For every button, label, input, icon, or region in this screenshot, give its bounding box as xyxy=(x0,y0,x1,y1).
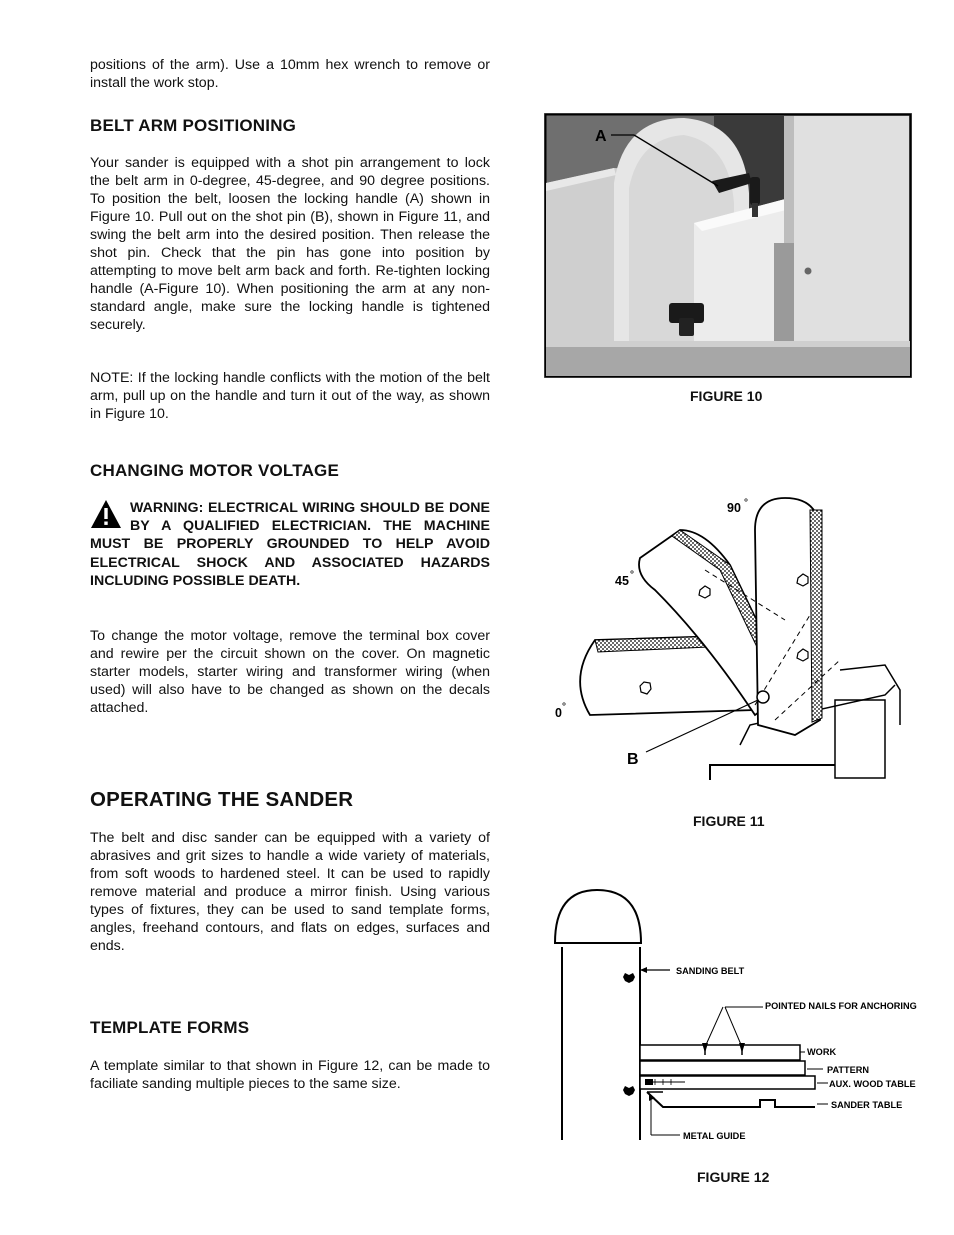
figure-12-label-pattern: PATTERN xyxy=(827,1065,870,1075)
figure-12-diagram xyxy=(545,885,925,1145)
figure-11-caption: FIGURE 11 xyxy=(693,813,765,829)
figure-12-label-metal-guide: METAL GUIDE xyxy=(683,1131,746,1141)
operating-paragraph: The belt and disc sander can be equipped with a variety of abrasives and grit sizes to handle a wide variety of materials, from soft woods to hardened steel. It can be used to rapidly remove material and produce a mirror finish. Using various types of fixtures, they can be used to sand template forms, angles, freehand contours, and flats on edges, surfaces and ends. xyxy=(90,830,490,954)
figure-10-caption: FIGURE 10 xyxy=(690,388,763,404)
motor-voltage-heading: CHANGING MOTOR VOLTAGE xyxy=(90,461,340,480)
operating-heading: OPERATING THE SANDER xyxy=(90,788,354,811)
belt-arm-note: NOTE: If the locking handle conflicts with the motion of the belt arm, pull up on the handle and turn it out of the way, as shown in Figure 10. xyxy=(90,370,490,422)
figure-10-label-a: A xyxy=(595,128,607,145)
figure-11-label-b: B xyxy=(627,751,639,768)
motor-voltage-paragraph: To change the motor voltage, remove the terminal box cover and rewire per the circuit shown on the cover. On magnetic starter models, starter wiring and transformer wiring (when used) will also have to be changed as shown on the decals attached. xyxy=(90,628,490,716)
electrical-warning xyxy=(90,499,490,590)
figure-12-label-aux-table: AUX. WOOD TABLE xyxy=(829,1079,916,1089)
warning-text: WARNING: ELECTRICAL WIRING SHOULD BE DONE BY A QUALIFIED ELECTRICIAN. THE MACHINE MUST BE PROPERLY GROUNDED TO HELP AVOID ELECTRICAL SHOCK AND ASSOCIATED HAZARDS INCLUDING POSSIBLE DEATH. xyxy=(90,500,490,589)
figure-12-label-sanding-belt: SANDING BELT xyxy=(676,966,745,976)
belt-arm-paragraph: Your sander is equipped with a shot pin arrangement to lock the belt arm in 0-degree, 45-degree, and 90 degree positions. To position the belt, loosen the locking handle (A) shown in Figure 10. Pull out on the shot pin (B), shown in Figure 11, and swing the belt arm into the desired position. Then release the shot pin. Check that the pin has gone into position by attempting to move belt arm back and forth. Re-tighten locking handle (A-Figure 10). When positioning the arm at any non-standard angle, make sure the locking handle is tightened securely. xyxy=(90,155,490,333)
figure-11-label-90: 90 xyxy=(727,501,741,515)
figure-11-label-45: 45 xyxy=(615,574,629,588)
figure-12-label-sander-table: SANDER TABLE xyxy=(831,1100,903,1110)
figure-11-diagram xyxy=(540,490,910,790)
figure-10-photo xyxy=(544,113,912,378)
template-forms-heading: TEMPLATE FORMS xyxy=(90,1018,250,1037)
figure-12-label-work: WORK xyxy=(807,1047,837,1057)
figure-12-caption: FIGURE 12 xyxy=(697,1169,770,1185)
figure-12-label-nails: POINTED NAILS FOR ANCHORING xyxy=(765,1001,917,1011)
intro-paragraph: positions of the arm). Use a 10mm hex wrench to remove or install the work stop. xyxy=(90,57,490,91)
belt-arm-heading: BELT ARM POSITIONING xyxy=(90,116,297,135)
warning-triangle-icon xyxy=(90,499,122,529)
figure-11-label-0: 0 xyxy=(555,706,562,720)
template-forms-paragraph: A template similar to that shown in Figure 12, can be made to faciliate sanding multiple pieces to the same size. xyxy=(90,1058,490,1092)
